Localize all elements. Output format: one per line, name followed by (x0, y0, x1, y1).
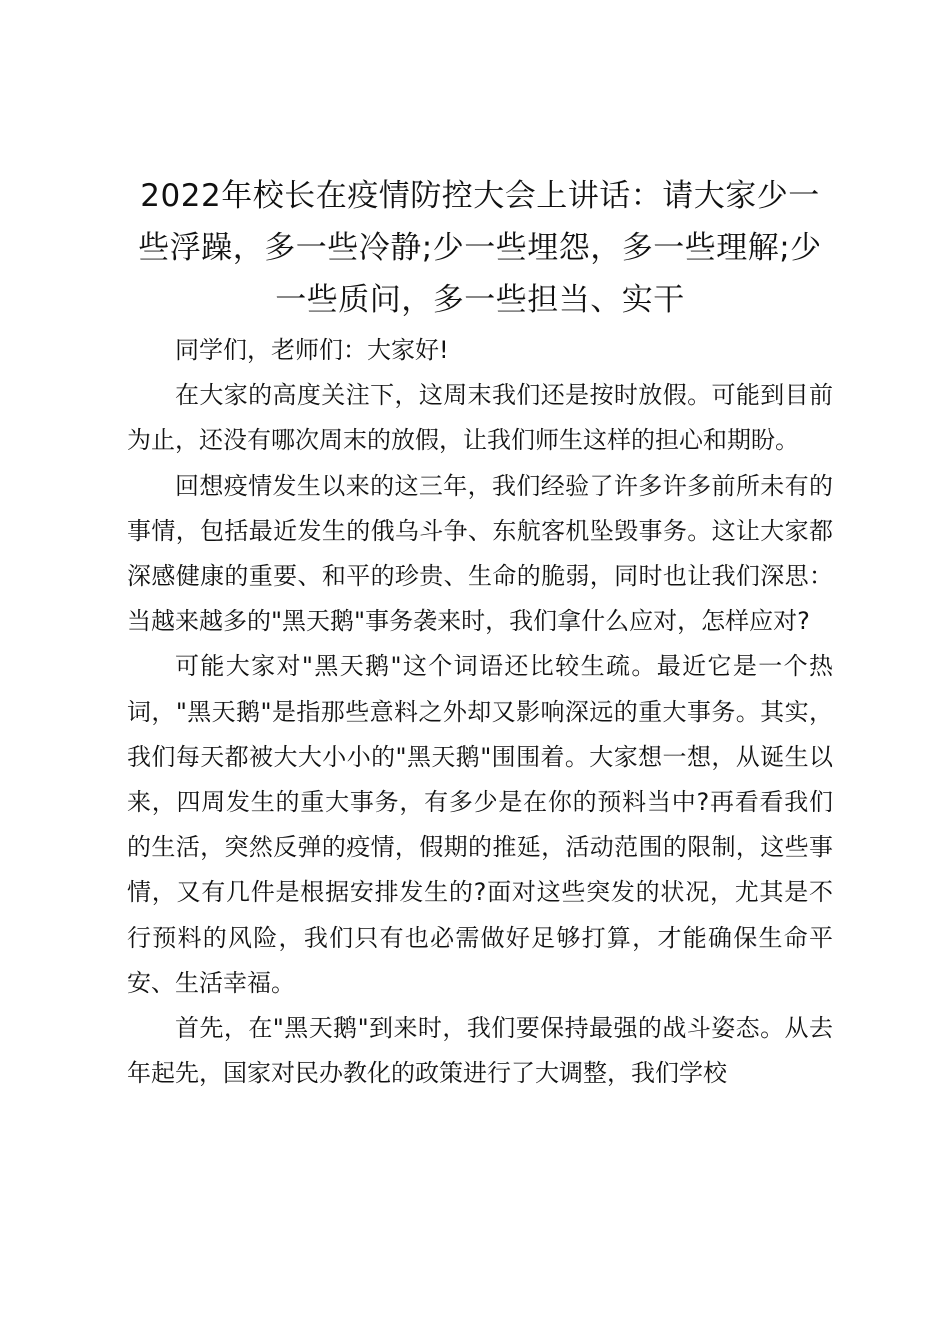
document-page (127, 170, 833, 1096)
document-title: 2022年校长在疫情防控大会上讲话：请大家少一些浮躁，多一些冷静;少一些埋怨，多一些理解;少一些质问，多一些担当、实干 (138, 178, 822, 318)
paragraph-holiday: 在大家的高度关注下，这周末我们还是按时放假。可能到目前为止，还没有哪次周末的放假，让我们师生这样的担心和期盼。 (127, 381, 833, 455)
paragraph-greeting: 同学们，老师们：大家好! (175, 336, 449, 364)
paragraph-first-point: 首先，在"黑天鹅"到来时，我们要保持最强的战斗姿态。从去年起先，国家对民办教化的政策进行了大调整，我们学校 (127, 1014, 833, 1088)
paragraph-black-swan: 可能大家对"黑天鹅"这个词语还比较生疏。最近它是一个热词，"黑天鹅"是指那些意料之外却又影响深远的重大事务。其实，我们每天都被大大小小的"黑天鹅"围围着。大家想一想，从诞生以来，四周发生的重大事务，有多少是在你的预料当中?再看看我们的生活，突然反弹的疫情，假期的推延，活动范围的限制，这些事情，又有几件是根据安排发生的?面对这些突发的状况，尤其是不行预料的风险，我们只有也必需做好足够打算，才能确保生命平安、生活幸福。 (127, 652, 833, 997)
paragraph-reflection: 回想疫情发生以来的这三年，我们经验了许多许多前所未有的事情，包括最近发生的俄乌斗争、东航客机坠毁事务。这让大家都深感健康的重要、和平的珍贵、生命的脆弱，同时也让我们深思：当越来越多的"黑天鹅"事务袭来时，我们拿什么应对，怎样应对? (127, 471, 833, 636)
